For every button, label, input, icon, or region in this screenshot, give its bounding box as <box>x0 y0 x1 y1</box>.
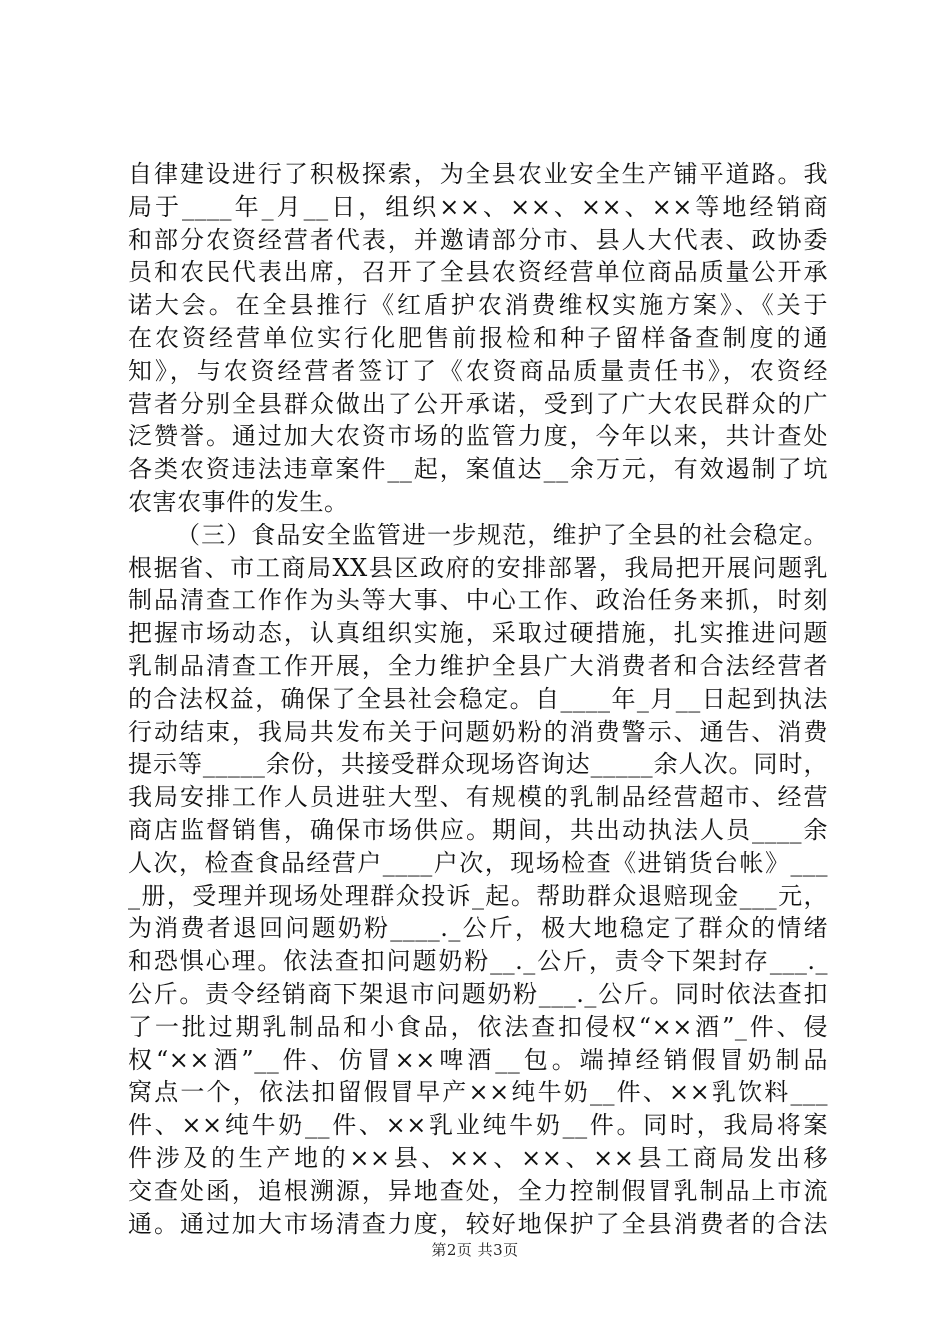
text-line: 营者分别全县群众做出了公开承诺，受到了广大农民群众的广 <box>128 389 828 418</box>
text-line: 件涉及的生产地的××县、××、××、××县工商局发出移 <box>128 1143 828 1172</box>
text-line: 了一批过期乳制品和小食品，依法查扣侵权“××酒”_件、侵 <box>128 1012 828 1041</box>
text-line: 局于____年_月__日，组织××、××、××、××等地经销商 <box>128 192 828 221</box>
text-line: 商店监督销售，确保市场供应。期间，共出动执法人员____余 <box>128 815 828 844</box>
body-text <box>128 158 828 1240</box>
text-line: 的合法权益，确保了全县社会稳定。自____年_月__日起到执法 <box>128 684 828 713</box>
text-line: （三）食品安全监管进一步规范，维护了全县的社会稳定。 <box>176 520 828 549</box>
text-line: 提示等_____余份，共接受群众现场咨询达_____余人次。同时， <box>128 750 828 779</box>
text-line: 人次，检查食品经营户____户次，现场检查《进销货台帐》___ <box>128 848 828 877</box>
text-line: 自律建设进行了积极探索，为全县农业安全生产铺平道路。我 <box>128 160 828 188</box>
text-line: 泛赞誉。通过加大农资市场的监管力度，今年以来，共计查处 <box>128 422 828 451</box>
text-line: 把握市场动态，认真组织实施，采取过硬措施，扎实推进问题 <box>128 619 828 648</box>
page-number: 第2页 共3页 <box>431 1241 519 1259</box>
text-line: 诺大会。在全县推行《红盾护农消费维权实施方案》、《关于 <box>128 291 828 320</box>
text-line: 我局安排工作人员进驻大型、有规模的乳制品经营超市、经营 <box>128 783 828 812</box>
text-line: 制品清查工作作为头等大事、中心工作、政治任务来抓，时刻 <box>128 586 828 615</box>
text-line: 公斤。责令经销商下架退市问题奶粉___._公斤。同时依法查扣 <box>128 979 828 1008</box>
text-line: 知》，与农资经营者签订了《农资商品质量责任书》，农资经 <box>128 356 828 385</box>
text-line: 和部分农资经营者代表，并邀请部分市、县人大代表、政协委 <box>128 225 828 254</box>
text-line: 各类农资违法违章案件__起，案值达__余万元，有效遏制了坑 <box>128 455 828 484</box>
text-line: 农害农事件的发生。 <box>128 487 349 516</box>
text-line: 为消费者退回问题奶粉____._公斤，极大地稳定了群众的情绪 <box>128 914 828 943</box>
text-line: 和恐惧心理。依法查扣问题奶粉__._公斤，责令下架封存___._ <box>128 947 828 976</box>
text-line: 在农资经营单位实行化肥售前报检和种子留样备查制度的通 <box>128 323 828 352</box>
text-line: 根据省、市工商局XX县区政府的安排部署，我局把开展问题乳 <box>128 553 828 582</box>
text-line: 通。通过加大市场清查力度，较好地保护了全县消费者的合法 <box>128 1209 828 1238</box>
text-line: 交查处函，追根溯源，异地查处，全力控制假冒乳制品上市流 <box>128 1176 828 1205</box>
text-line: _册，受理并现场处理群众投诉_起。帮助群众退赔现金___元， <box>128 881 828 910</box>
text-line: 乳制品清查工作开展，全力维护全县广大消费者和合法经营者 <box>128 651 828 680</box>
text-line: 员和农民代表出席，召开了全县农资经营单位商品质量公开承 <box>128 258 828 287</box>
text-line: 行动结束，我局共发布关于问题奶粉的消费警示、通告、消费 <box>128 717 828 746</box>
text-line: 件、××纯牛奶__件、××乳业纯牛奶__件。同时，我局将案 <box>128 1111 828 1140</box>
text-line: 权“××酒”__件、仿冒××啤酒__包。端掉经销假冒奶制品 <box>128 1045 828 1074</box>
text-line: 窝点一个，依法扣留假冒早产××纯牛奶__件、××乳饮料___ <box>128 1078 828 1107</box>
